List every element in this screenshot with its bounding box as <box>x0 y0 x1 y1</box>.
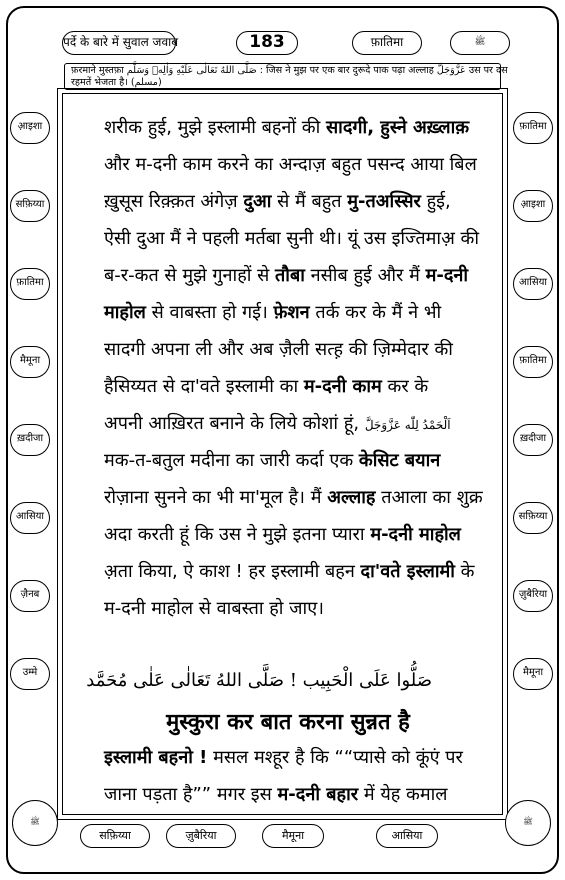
header-calligraphy-logo: ﷺ <box>450 31 510 55</box>
body-line-7: सादगी अपना ली और अब ज़ैली सत्ह़ की ज़िम्मेदार की <box>104 339 453 360</box>
side-pill-left-4: मैमूना <box>10 346 50 378</box>
para2-line-1: इस्लामी बहनो ! मसल मश्हूर है कि ““प्यासे को कूंएं पर <box>104 747 463 768</box>
body-line-10: मक-त-बतुल मदीना का जारी कर्दा एक केसिट बयान <box>104 450 441 471</box>
header-name-pill: फ़ातिमा <box>352 31 422 55</box>
corner-logo-right: ﷺ <box>505 800 551 846</box>
side-pill-left-8: उम्मे <box>10 658 50 690</box>
body-line-1: शरीक हुई, मुझे इस्लामी बहनों की सादगी, हुस्ने अख़्लाक़ <box>104 117 470 138</box>
body-line-9: अपनी आख़िरत बनाने के लिये कोशां हूं, اَلْحَمْدُ لِلّٰه عَزَّوَجَلَّ <box>104 413 451 434</box>
footer-pill-3: मैमूना <box>262 824 324 848</box>
body-line-6: माहोल से वाबस्ता हो गई। फ़ेशन तर्क कर के मैं ने भी <box>104 302 442 323</box>
alhamdulillah-calligraphy: اَلْحَمْدُ لِلّٰه عَزَّوَجَلَّ <box>364 418 451 432</box>
body-line-11: रोज़ाना सुनने का भी मा'मूल है। मैं अल्लाह तआला का शुक्र <box>104 487 483 508</box>
body-line-13: अ़ता किया, ऐ काश ! हर इस्लामी बहन दा'वते इस्लामी के <box>104 561 475 582</box>
hadith-line-1: फ़रमाने मुस्तफ़ा صَلَّى اللهُ تَعَالٰى عَلَيْهِ وَاٰلِهٖ وَسَلَّم : जिस ने मुझ पर एक बार दुरूदे पाक पढ़ा अल्लाह عَزَّوَجَلَّ उस पर दस <box>71 65 508 76</box>
side-pill-right-4: फ़ातिमा <box>513 346 553 378</box>
durood-calligraphy: صَلُّوا عَلَى الْحَبِيب ! صَلَّى اللهُ تَعَالٰى عَلٰى مُحَمَّد <box>86 670 432 691</box>
side-pill-right-5: ख़दीजा <box>513 424 553 456</box>
body-line-14: म-दनी माहोल से वाबस्ता हो जाए। <box>104 598 324 619</box>
side-pill-left-7: ज़ैनब <box>10 580 50 612</box>
body-line-12: अदा करती हूं कि उस ने मुझे इतना प्यारा म-दनी माहोल <box>104 524 461 545</box>
section-heading: मुस्कुरा कर बात करना सुन्नत है <box>166 710 410 735</box>
body-line-3: ख़ुसूस रिक़्क़त अंगेज़ दुआ से मैं बहुत मु-तअस्सिर हुई, <box>104 191 451 212</box>
side-pill-right-7: ज़ुबैरिया <box>513 580 553 612</box>
side-pill-left-5: ख़दीजा <box>10 424 50 456</box>
side-pill-left-6: आसिया <box>10 502 50 534</box>
para2-line-2: जाना पड़ता है”” मगर इस म-दनी बहार में येह कमाल <box>104 784 448 805</box>
corner-logo-left: ﷺ <box>12 800 58 846</box>
side-pill-right-2: अ़ाइशा <box>513 190 553 222</box>
side-pill-right-1: फ़ातिमा <box>513 112 553 144</box>
page-number: 183 <box>236 31 298 55</box>
side-pill-left-3: फ़ातिमा <box>10 268 50 300</box>
side-pill-right-6: सफ़िय्या <box>513 502 553 534</box>
side-pill-left-2: सफ़िय्या <box>10 190 50 222</box>
body-line-2: और म-दनी काम करने का अन्दाज़ बहुत पसन्द आया बिल <box>104 154 477 175</box>
hadith-line-2: रहमतें भेजता है। (مسلم) <box>71 77 162 88</box>
body-line-8: हैसिय्यत से दा'वते इस्लामी का म-दनी काम कर के <box>104 376 429 397</box>
side-pill-left-1: अ़ाइशा <box>10 112 50 144</box>
body-line-4: ऐसी दुआ मैं ने पहली मर्तबा सुनी थी। यूं उस इज्तिमाअ़ की <box>104 228 480 249</box>
footer-pill-4: आसिया <box>376 824 438 848</box>
hadith-banner <box>64 63 508 90</box>
body-line-5: ब-र-कत से मुझे गुनाहों से तौबा नसीब हुई और मैं म-दनी <box>104 265 469 286</box>
side-pill-right-8: मैमूना <box>513 658 553 690</box>
book-title: पर्दे के बारे में सुवाल जवाब <box>62 31 176 55</box>
footer-pill-1: सफ़िय्या <box>80 824 150 848</box>
footer-pill-2: ज़ुबैरिया <box>166 824 236 848</box>
side-pill-right-3: आसिया <box>513 268 553 300</box>
